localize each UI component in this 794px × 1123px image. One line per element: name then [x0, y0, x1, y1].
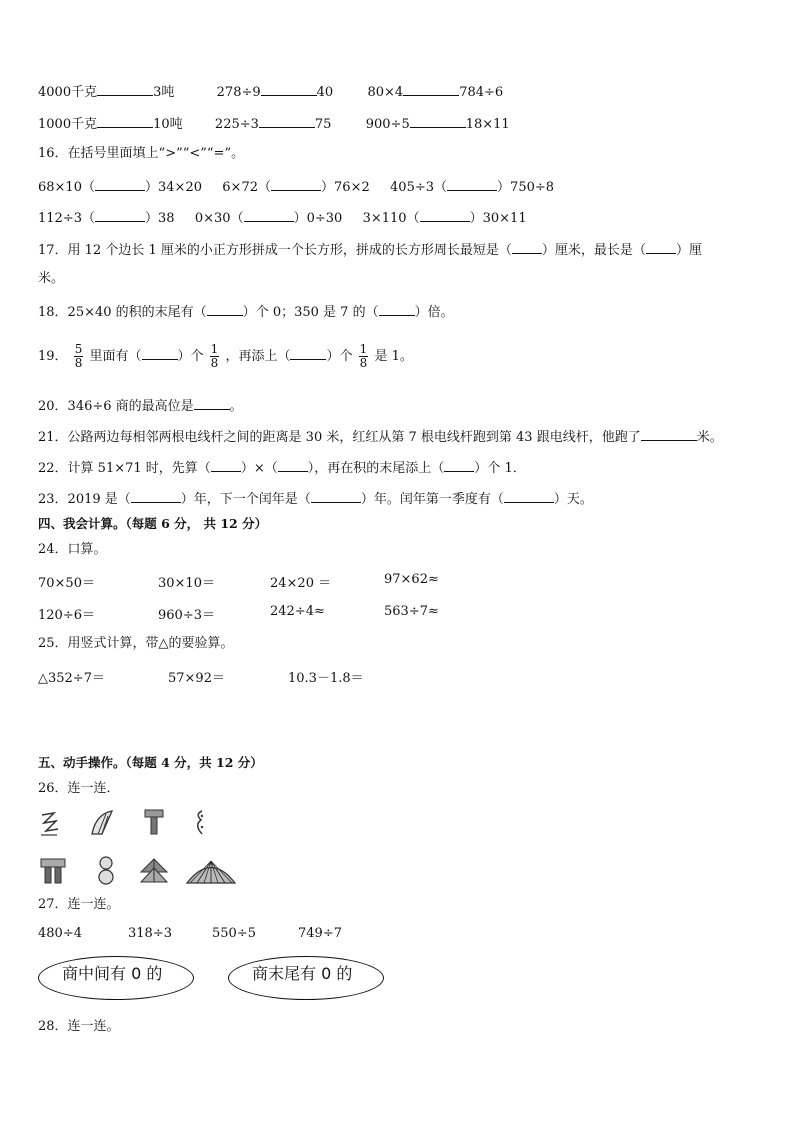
answer-blank[interactable]: [259, 114, 315, 128]
expr: 3×110: [362, 211, 407, 226]
paren: （: [277, 349, 291, 364]
paren: ）: [469, 211, 483, 226]
calc-item: △352÷7＝: [38, 671, 105, 686]
expr: 10吨: [153, 117, 183, 132]
expr: 4000千克: [38, 85, 98, 100]
answer-blank[interactable]: [261, 82, 317, 96]
q23: [38, 489, 593, 509]
paren: ）: [414, 305, 428, 320]
paren: （: [258, 180, 272, 195]
expr: 40: [316, 85, 334, 100]
paren: ）: [242, 305, 256, 320]
answer-blank[interactable]: [311, 489, 361, 503]
calc-item: 960÷3＝: [158, 608, 215, 623]
division-item[interactable]: 749÷7: [298, 926, 342, 941]
answer-blank[interactable]: [504, 489, 554, 503]
answer-blank[interactable]: [131, 489, 181, 503]
q21: [38, 427, 723, 447]
answer-blank[interactable]: [410, 114, 466, 128]
expr: 18×11: [465, 117, 510, 132]
answer-blank[interactable]: [244, 208, 294, 222]
answer-blank[interactable]: [95, 208, 145, 222]
answer-blank[interactable]: [278, 458, 308, 472]
paren: ）: [474, 461, 488, 476]
expr: 76×2: [334, 180, 370, 195]
fraction-1-8: [359, 343, 369, 370]
paren: （: [81, 211, 95, 226]
expr: 75: [314, 117, 332, 132]
partial-house-icon[interactable]: [142, 807, 166, 837]
q23-text: 23．2019 是: [38, 492, 118, 507]
answer-blank[interactable]: [641, 427, 697, 441]
fraction-1-8: [210, 343, 220, 370]
answer-blank[interactable]: [447, 177, 497, 191]
calc-item: 563÷7≈: [384, 604, 439, 619]
paren: ）: [293, 211, 307, 226]
answer-blank[interactable]: [512, 240, 542, 254]
calc-item: 70×50＝: [38, 576, 95, 591]
partial-umbrella-icon[interactable]: [88, 808, 116, 838]
q22: [38, 458, 526, 478]
q17-text: 17．用 12 个边长 1 厘米的小正方形拼成一个长方形，拼成的长方形周长最短是: [38, 243, 499, 258]
q19-text: 19．: [38, 349, 68, 364]
expr: 784÷6: [459, 85, 504, 100]
paren: ）: [675, 243, 689, 258]
numerator: 1: [359, 342, 368, 356]
answer-blank[interactable]: [444, 458, 474, 472]
expr: 3吨: [153, 85, 175, 100]
answer-blank[interactable]: [403, 82, 459, 96]
tree-triangle-icon[interactable]: [138, 856, 170, 886]
q28-title: 28．连一连。: [38, 1019, 120, 1034]
expr: 0÷30: [306, 211, 343, 226]
calc-item: 24×20 ＝: [270, 576, 332, 591]
denominator: 8: [210, 356, 219, 370]
division-item[interactable]: 318÷3: [128, 926, 172, 941]
calc-item: 97×62≈: [384, 572, 439, 587]
expr: 38: [158, 211, 175, 226]
partial-figure-icon[interactable]: [190, 808, 210, 838]
q18: [38, 302, 454, 322]
expr: 68×10: [38, 180, 82, 195]
paren: ）: [541, 243, 555, 258]
q22-text: ×: [253, 461, 265, 476]
paren: ）: [307, 461, 315, 476]
paren: （: [297, 492, 311, 507]
section-4-heading: 四、我会计算。（每题 6 分， 共 12 分）: [38, 516, 268, 531]
q19-text: 是 1。: [374, 349, 413, 364]
paren: （: [406, 211, 420, 226]
denominator: 8: [74, 356, 83, 370]
paren: ）: [145, 180, 159, 195]
paren: ）: [360, 492, 374, 507]
calc-item: 120÷6＝: [38, 608, 95, 623]
q18-text: 18．25×40 的积的末尾有: [38, 305, 194, 320]
paren: （: [128, 349, 142, 364]
answer-blank[interactable]: [211, 458, 241, 472]
answer-blank[interactable]: [95, 177, 145, 191]
paren: （: [498, 243, 512, 258]
calc-item: 242÷4≈: [270, 604, 325, 619]
q23-text: 天。: [566, 492, 593, 507]
paren: （: [264, 461, 278, 476]
paren: （: [490, 492, 504, 507]
calc-item: 30×10＝: [158, 576, 215, 591]
division-item[interactable]: 550÷5: [212, 926, 256, 941]
answer-blank[interactable]: [271, 177, 321, 191]
paren: （: [230, 211, 244, 226]
paren: ）: [326, 349, 340, 364]
q17-line-2: 米。: [38, 271, 65, 286]
denominator: 8: [359, 356, 368, 370]
q16-row-1: [38, 177, 554, 197]
compare-row-2: [38, 114, 510, 134]
umbrella-icon[interactable]: [184, 858, 238, 886]
paren: ）: [180, 492, 194, 507]
q22-text: ，再在积的末尾添上: [314, 461, 432, 476]
q17-line-1: [38, 240, 702, 260]
paren: （: [117, 492, 131, 507]
expr: 405÷3: [390, 180, 435, 195]
paren: （: [81, 180, 95, 195]
calc-item: 10.3－1.8＝: [288, 671, 364, 686]
q19-text: ，再添上: [225, 349, 278, 364]
paren: ）: [321, 180, 335, 195]
expr: 80×4: [367, 85, 404, 100]
q22-text: 22．计算 51×71 时，先算: [38, 461, 198, 476]
expr: 1000千克: [38, 117, 98, 132]
paren: ）: [177, 349, 191, 364]
paren: （: [632, 243, 646, 258]
paren: （: [193, 305, 207, 320]
q21-text: 米。: [696, 430, 723, 445]
expr: 6×72: [222, 180, 258, 195]
q24-title: 24．口算。: [38, 542, 107, 557]
expr: 34×20: [158, 180, 202, 195]
house-icon[interactable]: [38, 856, 68, 886]
oval-end-zero-label: 商末尾有 0 的: [252, 964, 353, 983]
compare-row-1: [38, 82, 503, 102]
section-5-heading: 五、动手操作。（每题 4 分，共 12 分）: [38, 755, 263, 770]
q23-text: 年，下一个闰年是: [193, 492, 298, 507]
expr: 750÷8: [510, 180, 555, 195]
expr: 278÷9: [216, 85, 261, 100]
paren: （: [434, 180, 448, 195]
q21-text: 21．公路两边每相邻两根电线杆之间的距离是 30 米，红红从第 7 根电线杆跑到第 43 跟电线杆，他跑了: [38, 430, 641, 445]
expr: 0×30: [194, 211, 231, 226]
expr: 30×11: [482, 211, 527, 226]
q19: [38, 340, 413, 374]
answer-blank[interactable]: [97, 82, 153, 96]
q20-text: 20．346÷6 商的最高位是: [38, 399, 194, 414]
q16-title: 16．在括号里面填上“>”“<”“=”。: [38, 146, 245, 161]
half-snowman-icon[interactable]: [38, 810, 62, 838]
q19-text: 里面有: [89, 349, 129, 364]
q18-text: 个 0；350 是 7 的: [255, 305, 366, 320]
answer-blank[interactable]: [290, 346, 326, 360]
q19-text: 个: [190, 349, 204, 364]
paren: （: [365, 305, 379, 320]
q16-row-2: [38, 208, 527, 228]
q25-title: 25．用竖式计算，带△的要验算。: [38, 636, 234, 651]
q18-text: 倍。: [427, 305, 454, 320]
expr: 112÷3: [38, 211, 82, 226]
answer-blank[interactable]: [142, 346, 178, 360]
numerator: 5: [74, 342, 83, 356]
answer-blank[interactable]: [420, 208, 470, 222]
expr: 225÷3: [214, 117, 259, 132]
answer-blank[interactable]: [646, 240, 676, 254]
q19-text: 个: [339, 349, 353, 364]
q17-text: 厘: [688, 243, 702, 258]
answer-blank[interactable]: [97, 114, 153, 128]
paren: ）: [497, 180, 511, 195]
numerator: 1: [210, 342, 219, 356]
q22-text: 个 1．: [487, 461, 526, 476]
paren: ）: [553, 492, 567, 507]
q27-title: 27．连一连。: [38, 897, 120, 912]
calc-item: 57×92＝: [168, 671, 225, 686]
q23-text: 年。闰年第一季度有: [373, 492, 491, 507]
oval-middle-zero-label: 商中间有 0 的: [62, 964, 163, 983]
expr: 900÷5: [365, 117, 410, 132]
snowman-icon[interactable]: [94, 854, 118, 886]
q20-text: 。: [229, 399, 243, 414]
division-item[interactable]: 480÷4: [38, 926, 82, 941]
answer-blank[interactable]: [194, 396, 230, 410]
paren: （: [197, 461, 211, 476]
q17-text: 厘米，最长是: [554, 243, 633, 258]
q26-title: 26．连一连．: [38, 781, 120, 796]
fraction-5-8: [74, 343, 84, 370]
answer-blank[interactable]: [379, 302, 415, 316]
paren: （: [431, 461, 445, 476]
q20: [38, 396, 243, 416]
paren: ）: [145, 211, 159, 226]
answer-blank[interactable]: [207, 302, 243, 316]
paren: ）: [240, 461, 254, 476]
